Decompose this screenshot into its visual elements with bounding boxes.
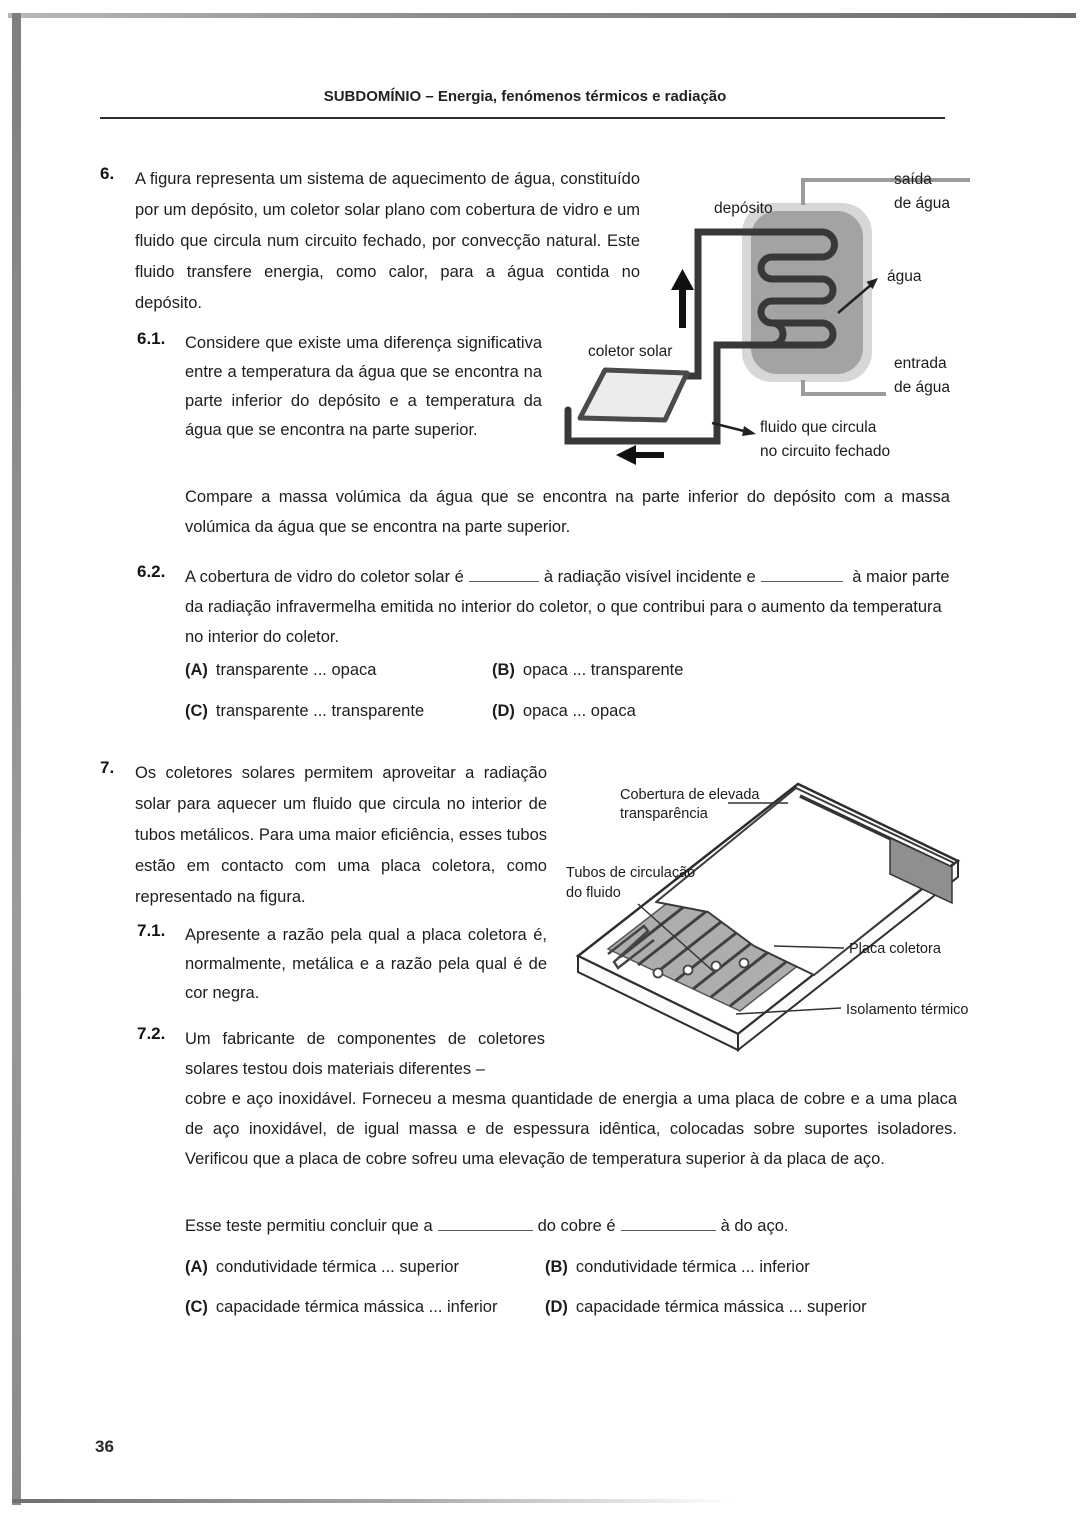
question-7-text: Os coletores solares permitem aproveitar a radiação solar para aquecer um fluido que circula no interior de tubos metálicos. Para uma maior eficiência, esses tubos estão em contacto com uma placa coletora, como representado na figura. [135, 764, 547, 906]
q72-conclusion-part3: à do aço. [720, 1217, 789, 1235]
q62-option-d [492, 702, 636, 721]
q62-option-c [185, 702, 424, 721]
q72-option-a-text: condutividade térmica ... superior [215, 1258, 459, 1276]
question-7-2-text-narrow: Um fabricante de componentes de coletores solares testou dois materiais diferentes – [185, 1030, 545, 1078]
label-agua: água [887, 268, 922, 285]
q72-option-b-label: (B) [545, 1258, 568, 1276]
header-rule [100, 117, 945, 119]
q72-option-a [185, 1258, 459, 1277]
question-6-1-text: Considere que existe uma diferença significativa entre a temperatura da água que se encontra na parte inferior do depósito e a temperatura da água que se encontra na parte superior. [185, 334, 542, 439]
question-7-number: 7. [100, 758, 115, 777]
q72-option-d [545, 1298, 867, 1317]
q72-conclusion-part1: Esse teste permitiu concluir que a [185, 1217, 433, 1235]
q62-blank-1 [469, 568, 539, 582]
label-coletor-solar: coletor solar [588, 343, 673, 360]
question-7-2-conclusion [185, 1211, 957, 1241]
scan-border-top [8, 13, 1076, 18]
question-7-2-text-wide: cobre e aço inoxidável. Forneceu a mesma quantidade de energia a uma placa de cobre e a uma placa de aço inoxidável, de igual massa e de espessura idêntica, colocadas sobre suportes isoladores. Verificou que a placa de cobre sofreu uma elevação de temperatura superior à da placa de aço. [185, 1090, 957, 1168]
q62-blank-2 [761, 568, 843, 582]
scan-border-left [12, 13, 21, 1505]
q72-option-c [185, 1298, 497, 1317]
q62-option-a [185, 661, 376, 680]
question-7-2-number: 7.2. [137, 1024, 166, 1043]
q62-option-c-text: transparente ... transparente [215, 702, 425, 720]
label-deposito: depósito [714, 200, 773, 217]
label-fluido-2: no circuito fechado [760, 443, 891, 460]
q72-option-c-label: (C) [185, 1298, 208, 1316]
question-6-1-prompt: Compare a massa volúmica da água que se encontra na parte inferior do depósito com a massa volúmica da água que se encontra na parte superior. [185, 488, 950, 536]
q62-option-a-text: transparente ... opaca [215, 661, 377, 679]
q62-option-b-label: (B) [492, 661, 515, 679]
q72-option-a-label: (A) [185, 1258, 208, 1276]
label-entrada-1: entrada [894, 355, 947, 372]
question-7-1-text: Apresente a razão pela qual a placa coletora é, normalmente, metálica e a razão pela qual é de cor negra. [185, 926, 547, 1002]
label-cobertura-1: Cobertura de elevada [620, 787, 760, 803]
flow-left-arrow [616, 445, 664, 465]
question-7-1-number: 7.1. [137, 921, 166, 940]
label-saida-2: de água [894, 195, 951, 212]
water-inlet-pipe [803, 380, 886, 394]
q62-option-d-text: opaca ... opaca [522, 702, 636, 720]
q62-option-a-label: (A) [185, 661, 208, 679]
label-tubos-1: Tubos de circulação [566, 865, 696, 881]
question-6-text: A figura representa um sistema de aquecimento de água, constituído por um depósito, um coletor solar plano com cobertura de vidro e um fluido que circula num circuito fechado, por convecção natural. Este fluido transfere energia, como calor, para a água contida no depósito. [135, 170, 640, 312]
q62-option-b-text: opaca ... transparente [522, 661, 684, 679]
q62-option-d-label: (D) [492, 702, 515, 720]
q72-option-d-text: capacidade térmica mássica ... superior [575, 1298, 867, 1316]
q72-option-b-text: condutividade térmica ... inferior [575, 1258, 810, 1276]
page-number: 36 [95, 1437, 114, 1456]
q72-option-d-label: (D) [545, 1298, 568, 1316]
figure-water-heating-system [550, 160, 990, 472]
question-6-1-number: 6.1. [137, 329, 166, 348]
label-cobertura-2: transparência [620, 806, 708, 822]
q62-text-part1: A cobertura de vidro do coletor solar é [185, 568, 464, 586]
label-isolamento-termico: Isolamento térmico [846, 1002, 969, 1018]
q72-blank-1 [438, 1217, 533, 1231]
q62-option-c-label: (C) [185, 702, 208, 720]
flow-up-arrow [671, 269, 694, 328]
q72-conclusion-part2: do cobre é [537, 1217, 616, 1235]
q72-blank-2 [621, 1217, 716, 1231]
q62-text-part2: à radiação visível incidente e [543, 568, 756, 586]
q72-option-b [545, 1258, 810, 1277]
solar-collector-panel [580, 370, 687, 420]
label-entrada-2: de água [894, 379, 951, 396]
q72-option-c-text: capacidade térmica mássica ... inferior [215, 1298, 498, 1316]
label-tubos-2: do fluido [566, 885, 621, 901]
q62-option-b [492, 661, 683, 680]
question-6-number: 6. [100, 164, 115, 183]
q62-text-part3: à maior parte da radiação infravermelha emitida no interior do coletor, o que contribui para o aumento da temperatura no interior do coletor. [185, 568, 950, 646]
page-header: SUBDOMÍNIO – Energia, fenómenos térmicos e radiação [323, 88, 727, 105]
figure-solar-collector-cutaway [558, 756, 990, 1056]
question-6-2-number: 6.2. [137, 562, 166, 581]
scan-border-bottom [12, 1499, 732, 1503]
label-saida-1: saída [894, 171, 932, 188]
label-placa-coletora: Placa coletora [849, 941, 941, 957]
label-fluido-1: fluido que circula [760, 419, 877, 436]
question-6-2-text [185, 562, 957, 652]
